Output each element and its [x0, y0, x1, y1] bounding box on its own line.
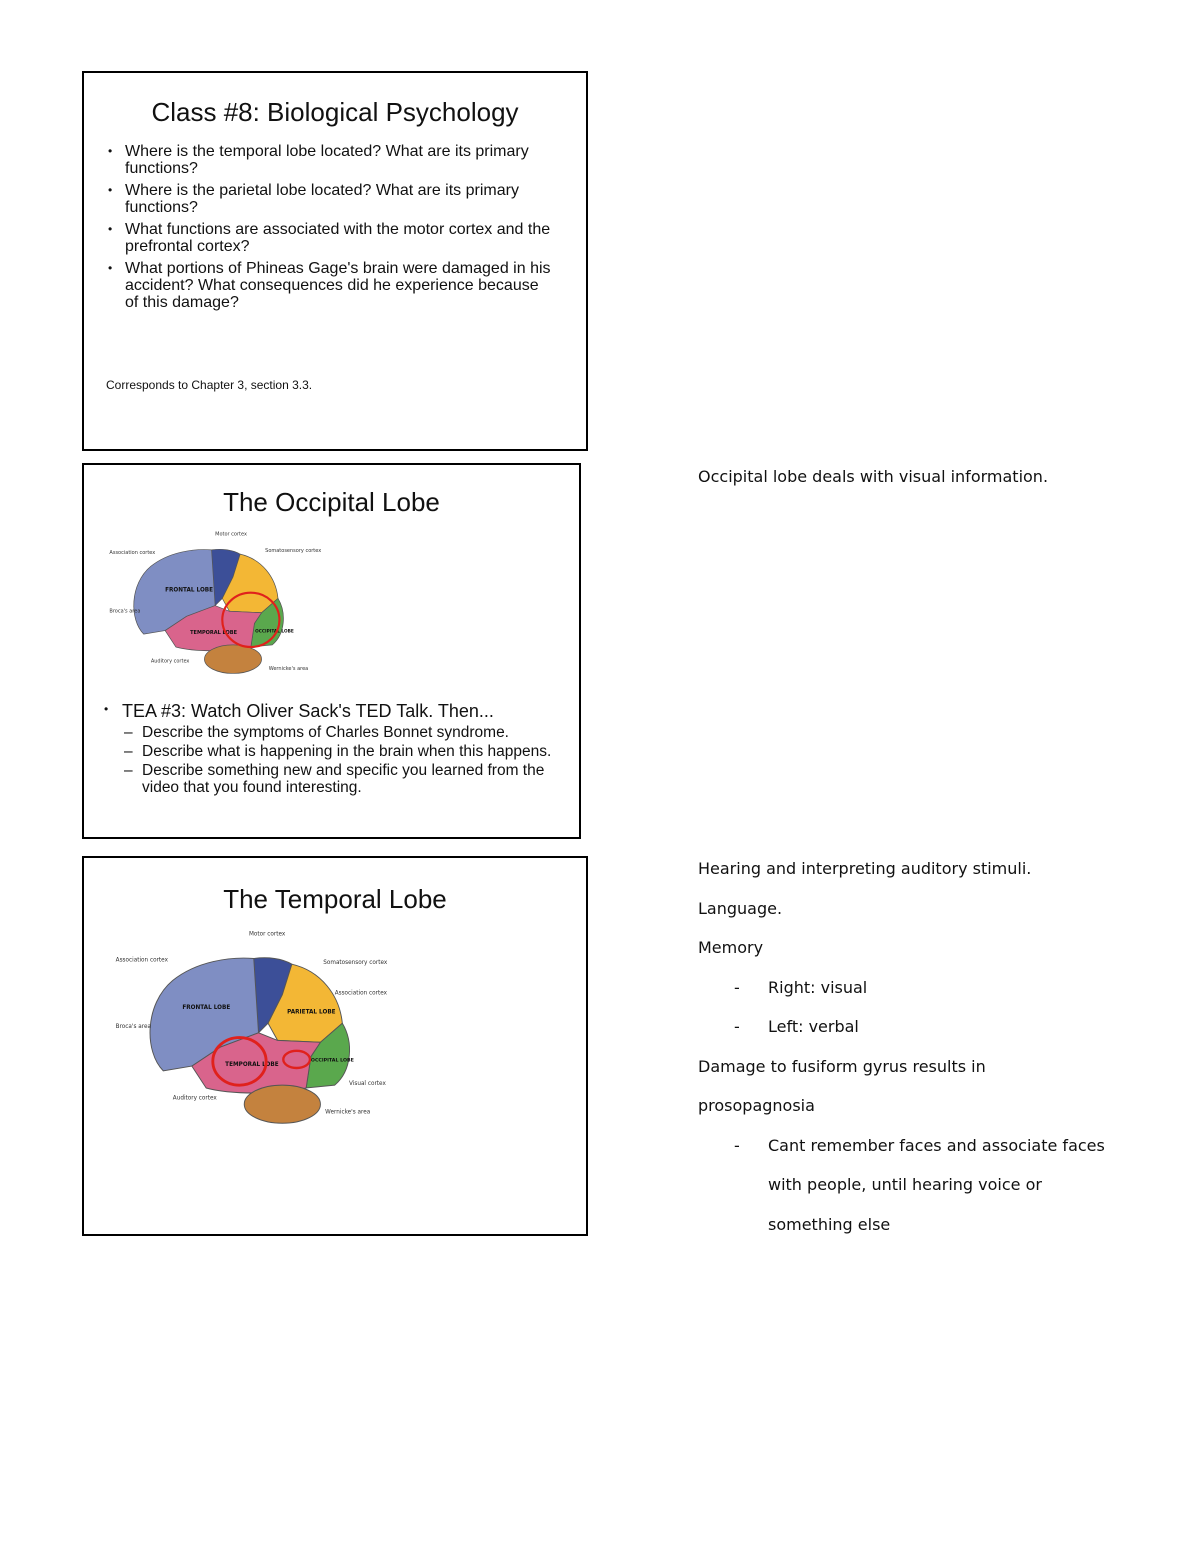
- brain-diagram: [108, 527, 322, 677]
- note-line: Memory: [698, 938, 764, 957]
- slide-title: Class #8: Biological Psychology: [151, 97, 519, 127]
- note-sub-item: - Left: verbal: [698, 1017, 1158, 1057]
- association-label: Association cortex: [109, 550, 156, 557]
- auditory-label: Auditory cortex: [172, 1095, 217, 1102]
- cerebellum: [244, 1085, 320, 1123]
- note-sub-item: with people, until hearing voice or: [768, 1175, 1042, 1194]
- notes-occipital: [698, 467, 1048, 507]
- question-list: [106, 143, 556, 316]
- list-item: • Where is the temporal lobe located? What are its primary functions?: [106, 143, 556, 177]
- list-item: • What portions of Phineas Gage's brain were damaged in his accident? What consequences did he experience because of this damage?: [106, 260, 556, 311]
- wernicke-label: Wernicke's area: [325, 1109, 371, 1116]
- slide-title: The Occipital Lobe: [223, 487, 440, 517]
- list-item: – Describe the symptoms of Charles Bonnet syndrome.: [124, 724, 572, 741]
- occipital-label: OCCIPITAL LOBE: [310, 1058, 354, 1064]
- association-label: Association cortex: [115, 957, 168, 964]
- cerebellum: [204, 645, 261, 674]
- visual-label: Visual cortex: [349, 1081, 386, 1088]
- note-line: Hearing and interpreting auditory stimuli.: [698, 859, 1032, 878]
- parietal-label: PARIETAL LOBE: [287, 1009, 336, 1016]
- note-line: prosopagnosia: [698, 1096, 815, 1115]
- note-sub-item: - Cant remember faces and associate faces: [698, 1136, 1158, 1176]
- tea-assignment: [102, 701, 572, 798]
- note-sub-item: - Right: visual: [698, 978, 1158, 1018]
- temporal-label: TEMPORAL LOBE: [225, 1062, 279, 1069]
- broca-label: Broca's area: [109, 608, 141, 615]
- wernicke-label: Wernicke's area: [268, 665, 309, 672]
- association-label: Association cortex: [334, 990, 387, 997]
- somatosensory-label: Somatosensory cortex: [323, 960, 388, 967]
- auditory-label: Auditory cortex: [150, 658, 190, 665]
- broca-label: Broca's area: [115, 1024, 151, 1030]
- occipital-label: OCCIPITAL LOBE: [255, 629, 294, 635]
- notes-temporal: [698, 859, 1158, 1254]
- chapter-reference: Corresponds to Chapter 3, section 3.3.: [106, 378, 313, 392]
- list-item: • What functions are associated with the motor cortex and the prefrontal cortex?: [106, 221, 556, 255]
- motor-label: Motor cortex: [248, 931, 286, 938]
- motor-label: Motor cortex: [215, 531, 247, 538]
- list-item: – Describe what is happening in the brain when this happens.: [124, 743, 572, 760]
- note-line: Occipital lobe deals with visual information.: [698, 467, 1049, 486]
- slide-title: The Temporal Lobe: [223, 884, 447, 914]
- frontal-label: FRONTAL LOBE: [165, 587, 214, 594]
- tea-task-list: [124, 724, 572, 796]
- list-item: – Describe something new and specific you learned from the video that you found interesting.: [124, 762, 572, 796]
- note-line: Damage to fusiform gyrus results in: [698, 1056, 986, 1076]
- slide-occipital-lobe: [82, 463, 581, 839]
- brain-diagram: [109, 928, 389, 1128]
- somatosensory-label: Somatosensory cortex: [265, 548, 322, 554]
- note-line: Language.: [698, 898, 783, 918]
- note-sub-item: something else: [768, 1214, 891, 1234]
- temporal-label: TEMPORAL LOBE: [190, 630, 238, 637]
- tea-heading: • TEA #3: Watch Oliver Sack's TED Talk. Then...: [102, 701, 572, 722]
- slide-class-8: [82, 71, 588, 451]
- list-item: • Where is the parietal lobe located? What are its primary functions?: [106, 182, 556, 216]
- slide-temporal-lobe: [82, 856, 588, 1236]
- frontal-label: FRONTAL LOBE: [182, 1004, 231, 1011]
